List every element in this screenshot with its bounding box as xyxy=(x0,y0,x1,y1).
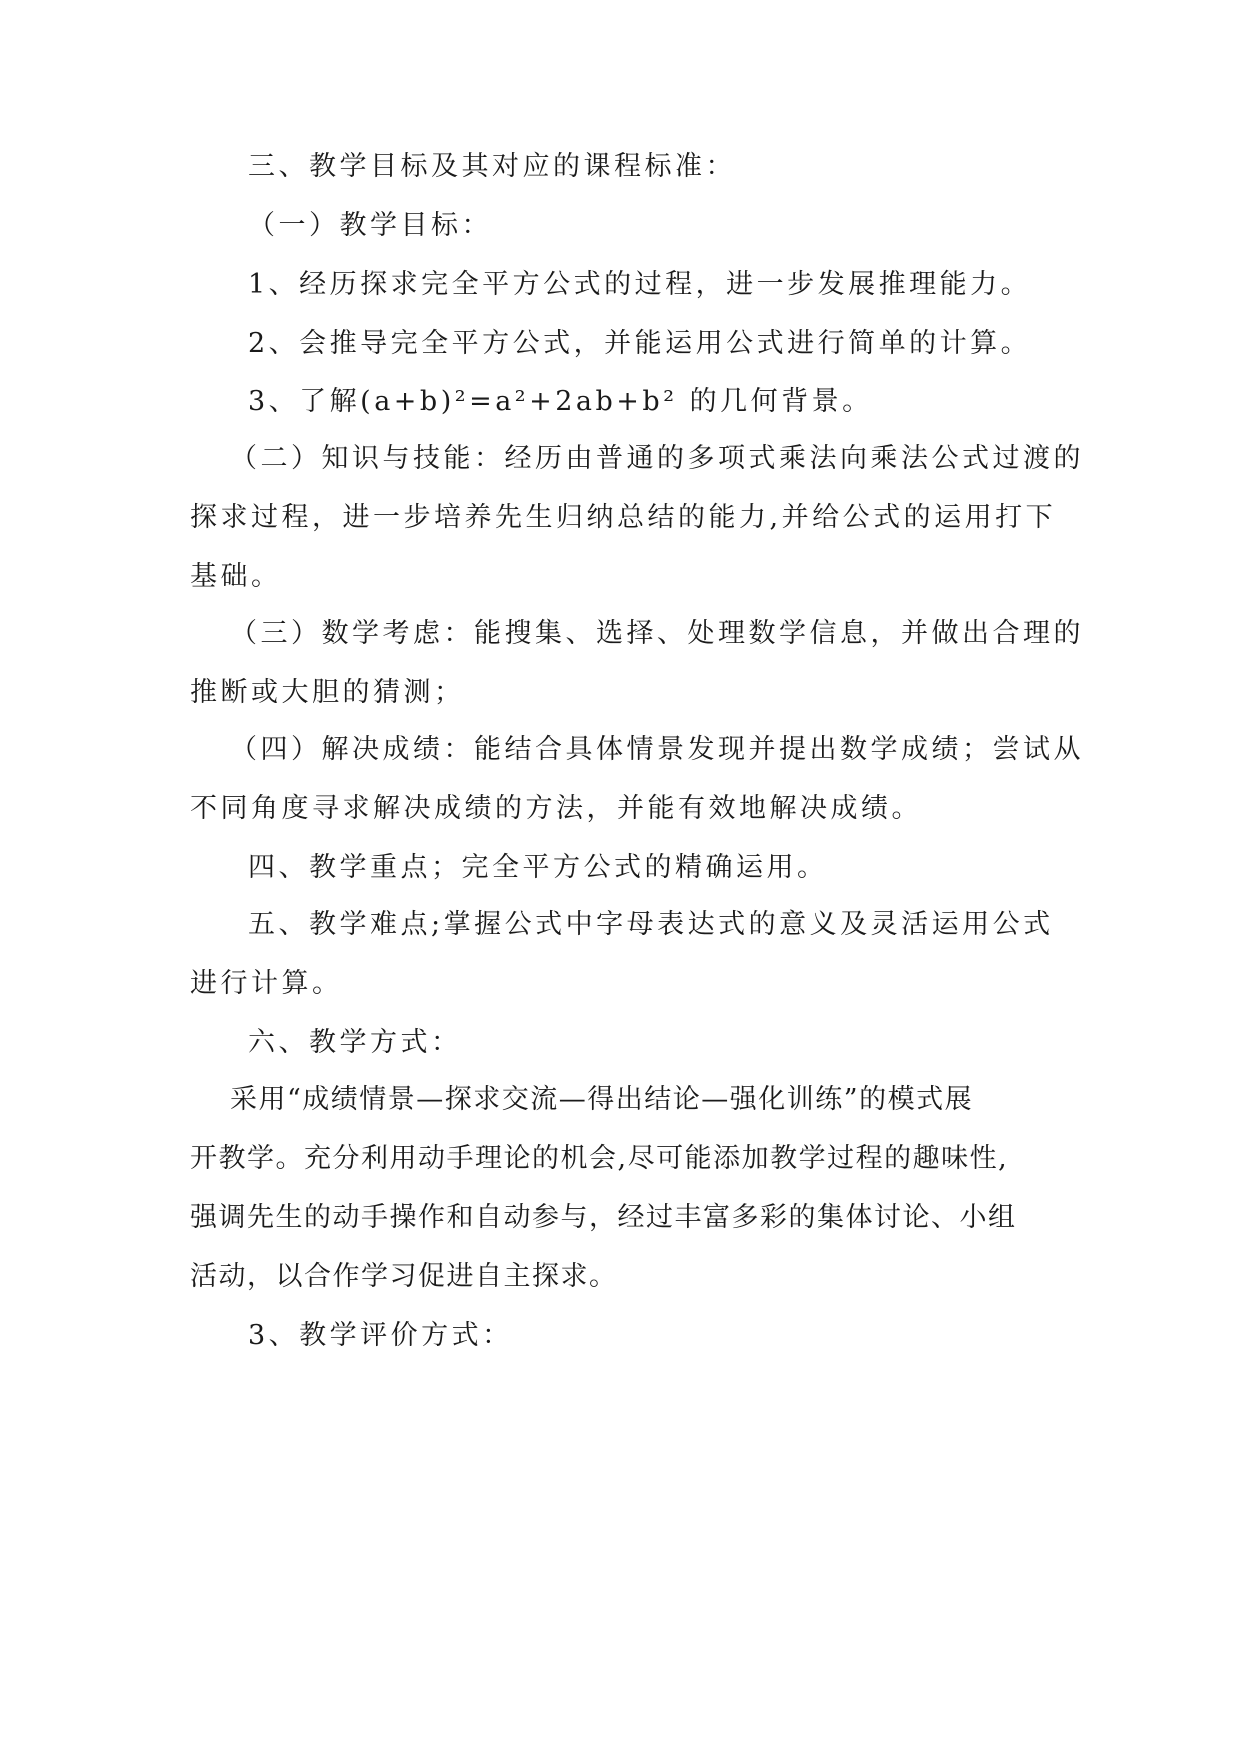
knowledge-skills-line-1: （二）知识与技能：经历由普通的多项式乘法向乘法公式过渡的 xyxy=(230,443,1084,474)
math-thinking-line-2: 推断或大胆的猜测； xyxy=(190,677,465,708)
knowledge-skills-line-2: 探求过程，进一步培养先生归纳总结的能力,并给公式的运用打下 xyxy=(190,502,1057,533)
section-heading-key-points: 四、教学重点；完全平方公式的精确运用。 xyxy=(248,852,828,883)
method-paragraph-line-3: 强调先生的动手操作和自动参与，经过丰富多彩的集体讨论、小组 xyxy=(190,1202,1017,1233)
section-heading-evaluation: 3、教学评价方式： xyxy=(248,1320,513,1351)
objective-item-3: 3、了解(a+b)²=a²+2ab+b² 的几何背景。 xyxy=(248,386,873,417)
problem-solving-line-2: 不同角度寻求解决成绩的方法，并能有效地解决成绩。 xyxy=(190,793,922,824)
section-heading-difficulties-line-1: 五、教学难点;掌握公式中字母表达式的意义及灵活运用公式 xyxy=(248,909,1054,940)
section-heading-teaching-method: 六、教学方式： xyxy=(248,1027,462,1058)
objective-item-2: 2、会推导完全平方公式，并能运用公式进行简单的计算。 xyxy=(248,328,1032,359)
method-paragraph-line-4: 活动，以合作学习促进自主探求。 xyxy=(190,1261,618,1292)
method-paragraph-line-2: 开教学。充分利用动手理论的机会,尽可能添加教学过程的趣味性, xyxy=(190,1143,1009,1174)
knowledge-skills-line-3: 基础。 xyxy=(190,561,282,592)
problem-solving-line-1: （四）解决成绩：能结合具体情景发现并提出数学成绩；尝试从 xyxy=(230,734,1084,765)
subsection-heading-objectives: （一）教学目标： xyxy=(248,210,492,241)
section-heading-teaching-objectives: 三、教学目标及其对应的课程标准： xyxy=(248,151,736,182)
method-paragraph-line-1: 采用“成绩情景—探求交流—得出结论—强化训练”的模式展 xyxy=(230,1084,974,1115)
math-thinking-line-1: （三）数学考虑：能搜集、选择、处理数学信息，并做出合理的 xyxy=(230,618,1084,649)
section-heading-difficulties-line-2: 进行计算。 xyxy=(190,968,343,999)
objective-item-1: 1、经历探求完全平方公式的过程，进一步发展推理能力。 xyxy=(248,269,1032,300)
